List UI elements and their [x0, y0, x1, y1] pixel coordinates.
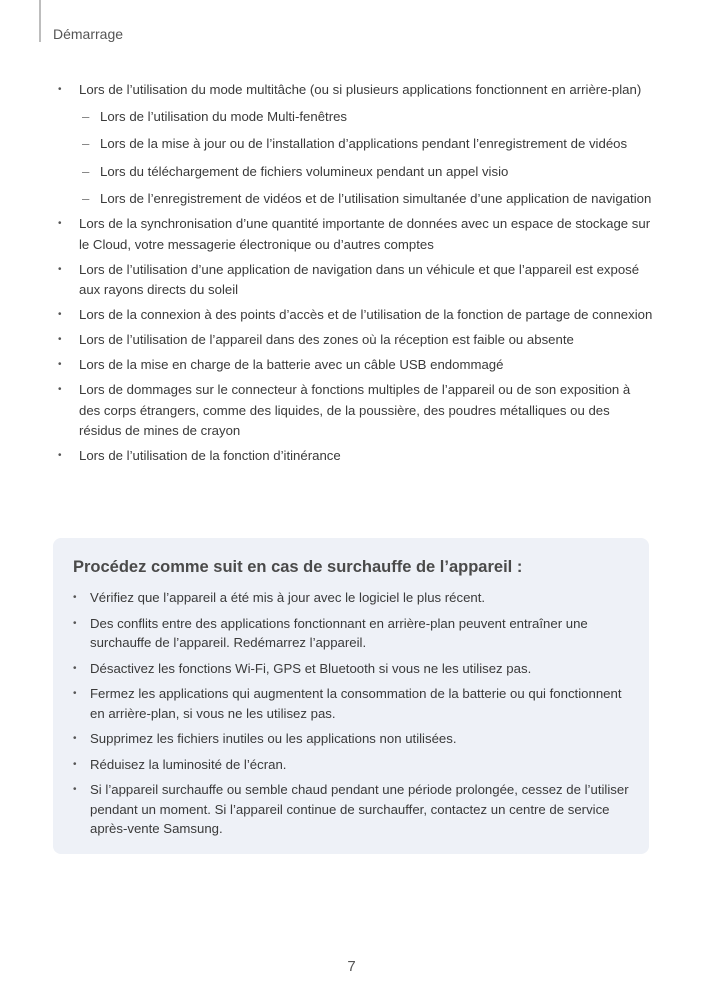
sub-list-item: – Lors de l’utilisation du mode Multi-fenêtres — [79, 107, 655, 128]
list-item: • Lors de l’utilisation de l’appareil dans des zones où la réception est faible ou absente — [55, 330, 655, 351]
sub-list-item: – Lors du téléchargement de fichiers volumineux pendant un appel visio — [79, 162, 655, 183]
list-item: • Lors de la synchronisation d’une quantité importante de données avec un espace de stockage sur le Cloud, votre messagerie électronique ou d’autres comptes — [55, 214, 655, 255]
tip-item: • Supprimez les fichiers inutiles ou les applications non utilisées. — [73, 729, 629, 749]
list-item: • Lors de la connexion à des points d’accès et de l’utilisation de la fonction de partage de connexion — [55, 305, 655, 326]
list-item: • Lors de la mise en charge de la batterie avec un câble USB endommagé — [55, 355, 655, 376]
list-item: • Lors de dommages sur le connecteur à fonctions multiples de l’appareil ou de son exposition à des corps étrangers, comme des liquides, de la poussière, des poudres métalliques ou des résidus de mines de crayon — [55, 380, 655, 442]
overheating-tips-box — [53, 538, 649, 854]
tips-title: Procédez comme suit en cas de surchauffe de l’appareil : — [73, 558, 523, 576]
header-rule — [39, 0, 41, 42]
tip-item: • Si l’appareil surchauffe ou semble chaud pendant une période prolongée, cessez de l’utiliser pendant un moment. Si l’appareil continue de surchauffer, contactez un centre de service après-vente Samsung. — [73, 780, 629, 839]
sub-list-item: – Lors de l’enregistrement de vidéos et de l’utilisation simultanée d’une application de navigation — [79, 189, 655, 210]
tips-list — [73, 588, 629, 839]
list-item — [55, 80, 655, 210]
tip-item: • Fermez les applications qui augmentent la consommation de la batterie ou qui fonctionnent en arrière-plan, si vous ne les utilisez pas. — [73, 684, 629, 723]
tip-item: • Des conflits entre des applications fonctionnant en arrière-plan peuvent entraîner une surchauffe de l’appareil. Redémarrez l’appareil. — [73, 614, 629, 653]
tip-item: • Désactivez les fonctions Wi-Fi, GPS et Bluetooth si vous ne les utilisez pas. — [73, 659, 629, 679]
page-number: 7 — [347, 958, 356, 975]
tip-item: • Réduisez la luminosité de l’écran. — [73, 755, 629, 775]
sub-list-item: – Lors de la mise à jour ou de l’installation d’applications pendant l’enregistrement de vidéos — [79, 134, 655, 155]
cause-list — [55, 80, 655, 467]
main-content — [55, 80, 655, 471]
list-item-text: Lors de l’utilisation du mode multitâche (ou si plusieurs applications fonctionnent en arrière-plan) — [79, 82, 642, 97]
list-item: • Lors de l’utilisation d’une application de navigation dans un véhicule et que l’appareil est exposé aux rayons directs du soleil — [55, 260, 655, 301]
list-item: • Lors de l’utilisation de la fonction d’itinérance — [55, 446, 655, 467]
tip-item: • Vérifiez que l’appareil a été mis à jour avec le logiciel le plus récent. — [73, 588, 629, 608]
sub-list — [79, 107, 655, 210]
section-title: Démarrage — [53, 26, 124, 42]
